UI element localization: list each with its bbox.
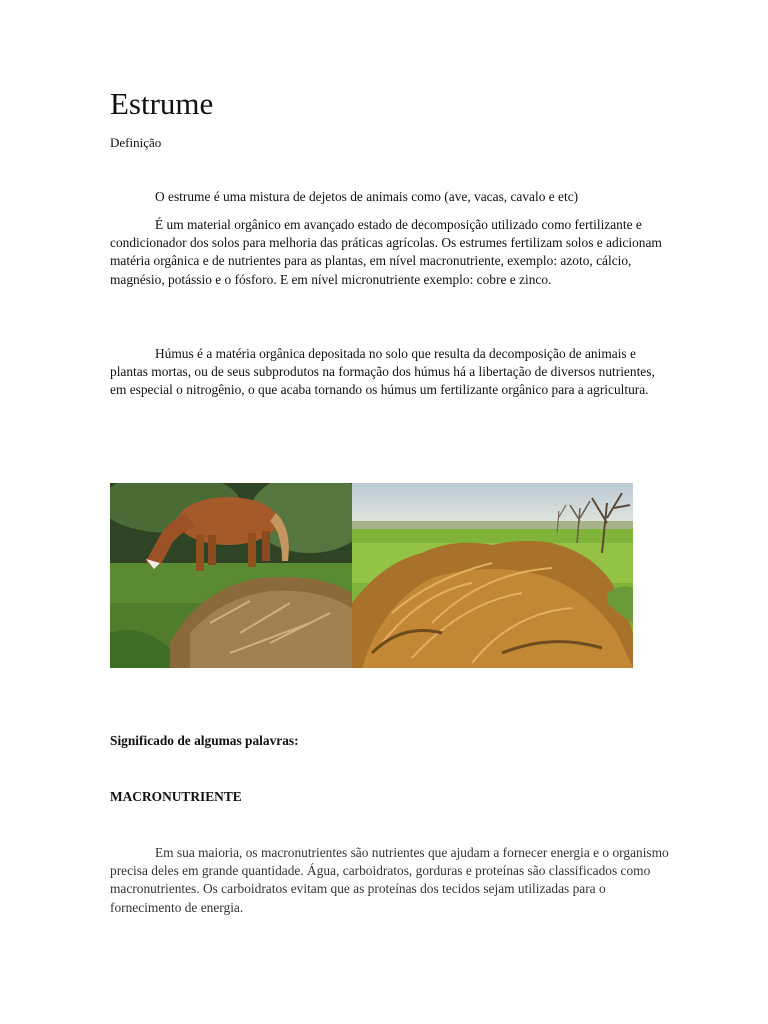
paragraph-macronutrient-text: Em sua maioria, os macronutrientes são nutrientes que ajudam a fornecer energia e o organismo precisa deles em grande quantidade. Água, carboidratos, gorduras e proteínas são classificados como macronutrientes. Os carboidratos evitam que as proteínas dos tecidos sejam utilizadas para o fornecimento de energia. bbox=[110, 845, 669, 915]
paragraph-definition-text: O estrume é uma mistura de dejetos de animais como (ave, vacas, cavalo e etc) bbox=[155, 189, 579, 204]
document-subtitle: Definição bbox=[110, 135, 162, 150]
horse-manure-photo bbox=[110, 483, 352, 668]
field-manure-photo bbox=[352, 483, 633, 668]
section-heading: Significado de algumas palavras: bbox=[110, 733, 299, 748]
paragraph-macronutrient bbox=[110, 844, 670, 917]
term-heading: MACRONUTRIENTE bbox=[110, 789, 242, 804]
paragraph-definition bbox=[110, 188, 670, 206]
paragraph-material-text: É um material orgânico em avançado estado de decomposição utilizado como fertilizante e condicionador dos solos para melhoria das práticas agrícolas. Os estrumes fertilizam solos e adicionam matéria orgânica e de nutrientes para as plantas, em nível macronutriente, exemplo: azoto, cálcio, magnésio, potássio e o fósforo. E em nível micronutriente exemplo: cobre e zinco. bbox=[110, 217, 662, 287]
paragraph-material bbox=[110, 216, 670, 289]
paragraph-humus bbox=[110, 345, 670, 400]
document-title: Estrume bbox=[110, 86, 214, 121]
paragraph-humus-text: Húmus é a matéria orgânica depositada no solo que resulta da decomposição de animais e plantas mortas, ou de seus subprodutos na formação dos húmus há a libertação de diversos nutrientes, em especial o nitrogênio, o que acaba tornando os húmus um fertilizante orgânico para a agricultura. bbox=[110, 346, 655, 398]
